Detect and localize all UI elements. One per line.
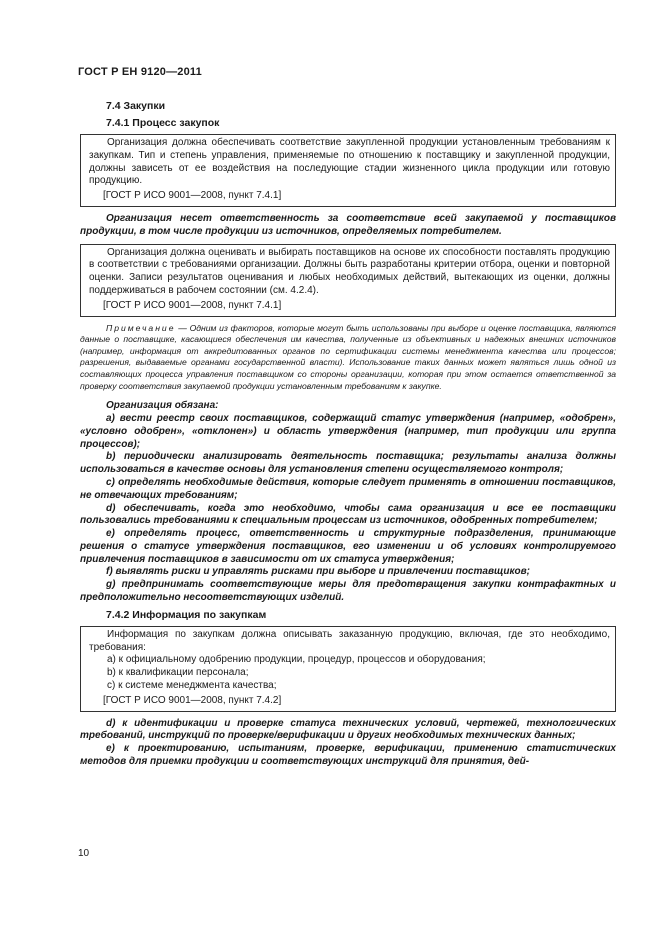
list-item: d) обеспечивать, когда это необходимо, чтобы сама организация и все ее поставщики пользовались требованиями к специальным процессам из источников, одобренных потребителем; (80, 502, 616, 527)
page-content (80, 96, 616, 769)
note-label: Примечание (106, 322, 176, 333)
aerospace-requirement: Организация несет ответственность за соответствие всей закупаемой у поставщиков продукции, в том числе продукции из источников, определяемых потребителем. (80, 212, 616, 237)
list-item: g) предпринимать соответствующие меры для предотвращения закупки контрафактных и предположительно несоответствующих изделий. (80, 579, 616, 604)
iso-quote-box-3 (80, 626, 616, 712)
iso-quote-text: Организация должна оценивать и выбирать поставщиков на основе их способности поставлять продукцию в соответствии с требованиями организации. Должны быть разработаны критерии отбора, оценки и повторной оценки. Записи результатов оценивания и любых необходимых действий, вытекающих из оценки, должны поддерживаться в рабочем состоянии (см. 4.2.4). (89, 246, 610, 296)
list-item: b) периодически анализировать деятельность поставщика; результаты анализа должны использоваться в качестве основы для установления степени осуществляемого контроля; (80, 451, 616, 476)
list-item: c) к системе менеджмента качества; (107, 680, 277, 692)
list-item: f) выявлять риски и управлять рисками при выборе и привлечении поставщиков; (106, 566, 530, 578)
obliged-intro: Организация обязана: (106, 400, 219, 412)
iso-quote-text: Информация по закупкам должна описывать заказанную продукцию, включая, где это необходимо, требования: (89, 628, 610, 653)
list-item: b) к квалификации персонала; (107, 667, 249, 679)
iso-reference: [ГОСТ Р ИСО 9001—2008, пункт 7.4.1] (103, 299, 282, 311)
list-item: d) к идентификации и проверке статуса технических условий, чертежей, технологических требований, инструкций по проверке/верификации и других необходимых технических данных; (80, 717, 616, 742)
page-number: 10 (78, 848, 90, 859)
section-7-4-2-heading: 7.4.2 Информация по закупкам (106, 608, 267, 621)
list-item: c) определять необходимые действия, которые следует применять в отношении поставщиков, не отвечающих требованиям; (80, 476, 616, 501)
note-paragraph (80, 323, 616, 393)
iso-reference: [ГОСТ Р ИСО 9001—2008, пункт 7.4.1] (103, 190, 282, 202)
list-item: e) определять процесс, ответственность и структурные подразделения, принимающие решения о статусе утверждения поставщиков, его изменении и об условиях контролируемого привлечения поставщиков в зависимости от их статуса утверждения; (80, 528, 616, 565)
iso-quote-box-1 (80, 134, 616, 207)
list-item: a) вести реестр своих поставщиков, содержащий статус утверждения (например, «одобрен», «условно одобрен», «отклонен») и область утверждения (например, тип продукции или группа процессов); (80, 412, 616, 450)
iso-quote-text: Организация должна обеспечивать соответствие закупленной продукции установленным требованиям к закупкам. Тип и степень управления, применяемые по отношению к поставщику и закупленной продукции, должны зависеть от ее воздействия на последующие стадии жизненного цикла продукции или готовую продукцию. (89, 137, 610, 187)
section-7-4-1-heading: 7.4.1 Процесс закупок (106, 117, 220, 129)
note-text: — Одним из факторов, которые могут быть использованы при выборе и оценке поставщика, являются данные о поставщике, касающиеся обеспечения им качества, полученные из объективных и надежных внешних источников (например, информация от аккредитованных органов по сертификации системы менеджмента качества или процессов; разрешения, выдаваемые органами государственной власти). Использование таких данных может являться лишь одной из составляющих процесса управления поставщиком со стороны организации, которая при этом остается ответственной за проверку соответствия закупаемой продукции установленным требованиям к закупке. (80, 322, 616, 391)
list-item: a) к официальному одобрению продукции, процедур, процессов и оборудования; (107, 654, 486, 666)
iso-quote-box-2 (80, 244, 616, 317)
iso-reference: [ГОСТ Р ИСО 9001—2008, пункт 7.4.2] (103, 694, 282, 706)
section-7-4-heading: 7.4 Закупки (106, 100, 166, 112)
standard-header: ГОСТ Р ЕН 9120—2011 (78, 66, 202, 78)
list-item: e) к проектированию, испытаниям, проверке, верификации, применению статистических методов для приемки продукции и соответствующих инструкций для принятия, дей- (80, 743, 616, 768)
